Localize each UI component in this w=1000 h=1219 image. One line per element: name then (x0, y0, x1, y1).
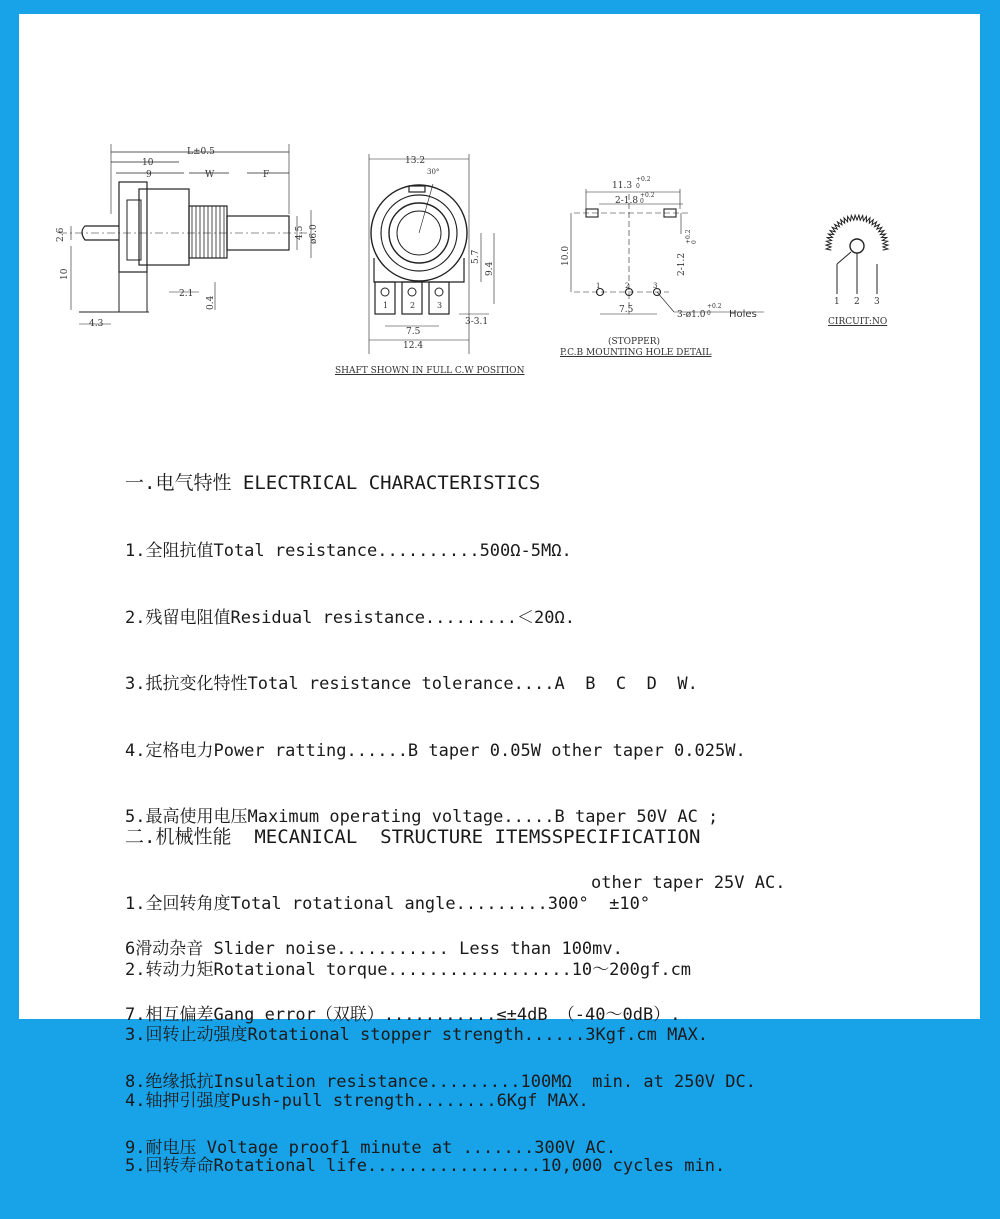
dim-label: 9 (146, 170, 152, 180)
dim-label: 4.3 (89, 319, 104, 329)
spec-item: 1.全阻抗值Total resistance..........500Ω-5MΩ. (125, 541, 572, 561)
mechanical-heading: 二.机械性能 MECANICAL STRUCTURE ITEMSSPECIFICATION (125, 826, 701, 848)
dim-label: 3-ø1.0 (677, 310, 706, 320)
mechanical-section (125, 785, 725, 1219)
front-view-caption: SHAFT SHOWN IN FULL C.W POSITION (335, 366, 525, 376)
spec-item-continuation: other taper 25V AC. (591, 872, 786, 893)
dim-label: 2-1.8 (615, 196, 639, 206)
dim-label: 2-1.2 (677, 252, 687, 276)
pcb-view-drawing (571, 189, 764, 314)
spec-item: 4.定格电力Power ratting......B taper 0.05W other taper 0.025W. (125, 740, 746, 761)
dim-label: +0.2 (685, 229, 692, 244)
dim-label: 10.0 (561, 245, 571, 266)
dim-label: 7.5 (619, 305, 634, 315)
dim-label: W (205, 170, 215, 180)
circuit-pin-label: 2 (854, 297, 860, 307)
spec-item: 7.相互偏差Gang error（双联）...........≤±4dB （-40～0dB）. (125, 1005, 681, 1025)
front-view-labels (383, 156, 495, 351)
spec-item: 2.转动力矩Rotational torque..................10～200gf.cm (125, 959, 692, 980)
pcb-view-labels (561, 176, 757, 347)
dim-label: 10 (60, 268, 70, 280)
dim-label: 10 (142, 158, 154, 168)
spec-item: 3.回转止动强度Rotational stopper strength......3Kgf.cm MAX. (125, 1025, 709, 1045)
dim-label: 4.5 (295, 225, 305, 240)
pcb-view-caption: P.C.B MOUNTING HOLE DETAIL (560, 348, 712, 358)
pin-label: 1 (596, 282, 601, 290)
circuit-caption: CIRCUIT:NO (828, 317, 888, 327)
dim-label: 9.4 (485, 261, 495, 276)
circuit-symbol (826, 215, 888, 294)
pin-label: 2 (625, 282, 630, 290)
dim-label: 0 (636, 183, 640, 190)
dim-label: 0 (640, 198, 644, 205)
dim-label: 5.7 (471, 249, 481, 264)
technical-drawings (19, 14, 980, 404)
terminal-label: 3 (437, 301, 443, 310)
dim-label: 0 (707, 310, 711, 317)
circuit-pin-label: 3 (874, 297, 880, 307)
spec-item: 5.回转寿命Rotational life.................10,000 cycles min. (125, 1156, 726, 1176)
terminal-label: 1 (383, 301, 389, 310)
dim-label: L±0.5 (187, 147, 215, 157)
side-view-dimensions (56, 147, 319, 329)
dim-label: 7.5 (406, 327, 421, 337)
dim-label: 0.4 (206, 295, 216, 310)
spec-item: 1.全回转角度Total rotational angle.........300° ±10° (125, 894, 651, 914)
dim-label: 2.6 (56, 227, 66, 242)
dim-label: Holes (729, 309, 757, 320)
dim-label: F (263, 170, 270, 180)
circuit-labels (834, 297, 880, 307)
dim-label: 2.1 (179, 289, 194, 299)
spec-item: 4.轴押引强度Push-pull strength........6Kgf MAX. (125, 1090, 589, 1111)
dim-label: 13.2 (405, 156, 426, 166)
dim-label: 12.4 (403, 341, 424, 351)
terminal-label: 2 (410, 301, 416, 310)
stopper-label: (STOPPER) (608, 337, 661, 347)
spec-sheet (19, 14, 980, 1176)
dim-label: 0 (691, 240, 698, 244)
spec-item: 2.残留电阻值Residual resistance.........＜20Ω. (125, 607, 575, 628)
dim-label: 11.3 (612, 181, 633, 191)
dim-label: +0.2 (640, 192, 655, 199)
dim-label: 30° (427, 168, 440, 176)
spec-item: 9.耐电压 Voltage proof1 minute at .......300V AC. (125, 1138, 617, 1158)
dim-label: ø6.0 (309, 224, 319, 244)
dim-label: +0.2 (707, 303, 722, 310)
pin-label: 3 (653, 282, 658, 290)
dim-label: 3-3.1 (465, 317, 489, 327)
spec-item: 5.最高使用电压Maximum operating voltage.....B taper 50V AC ; (125, 807, 719, 827)
spec-item: 6滑动杂音 Slider noise........... Less than 100mv. (125, 938, 623, 959)
spec-item: 8.绝缘抵抗Insulation resistance.........100MΩ min. at 250V DC. (125, 1071, 756, 1092)
dim-label: +0.2 (636, 176, 651, 183)
spec-item: 3.抵抗变化特性Total resistance tolerance....A B C D W. (125, 674, 698, 694)
circuit-pin-label: 1 (834, 297, 840, 307)
electrical-heading: 一.电气特性 ELECTRICAL CHARACTERISTICS (125, 472, 541, 494)
